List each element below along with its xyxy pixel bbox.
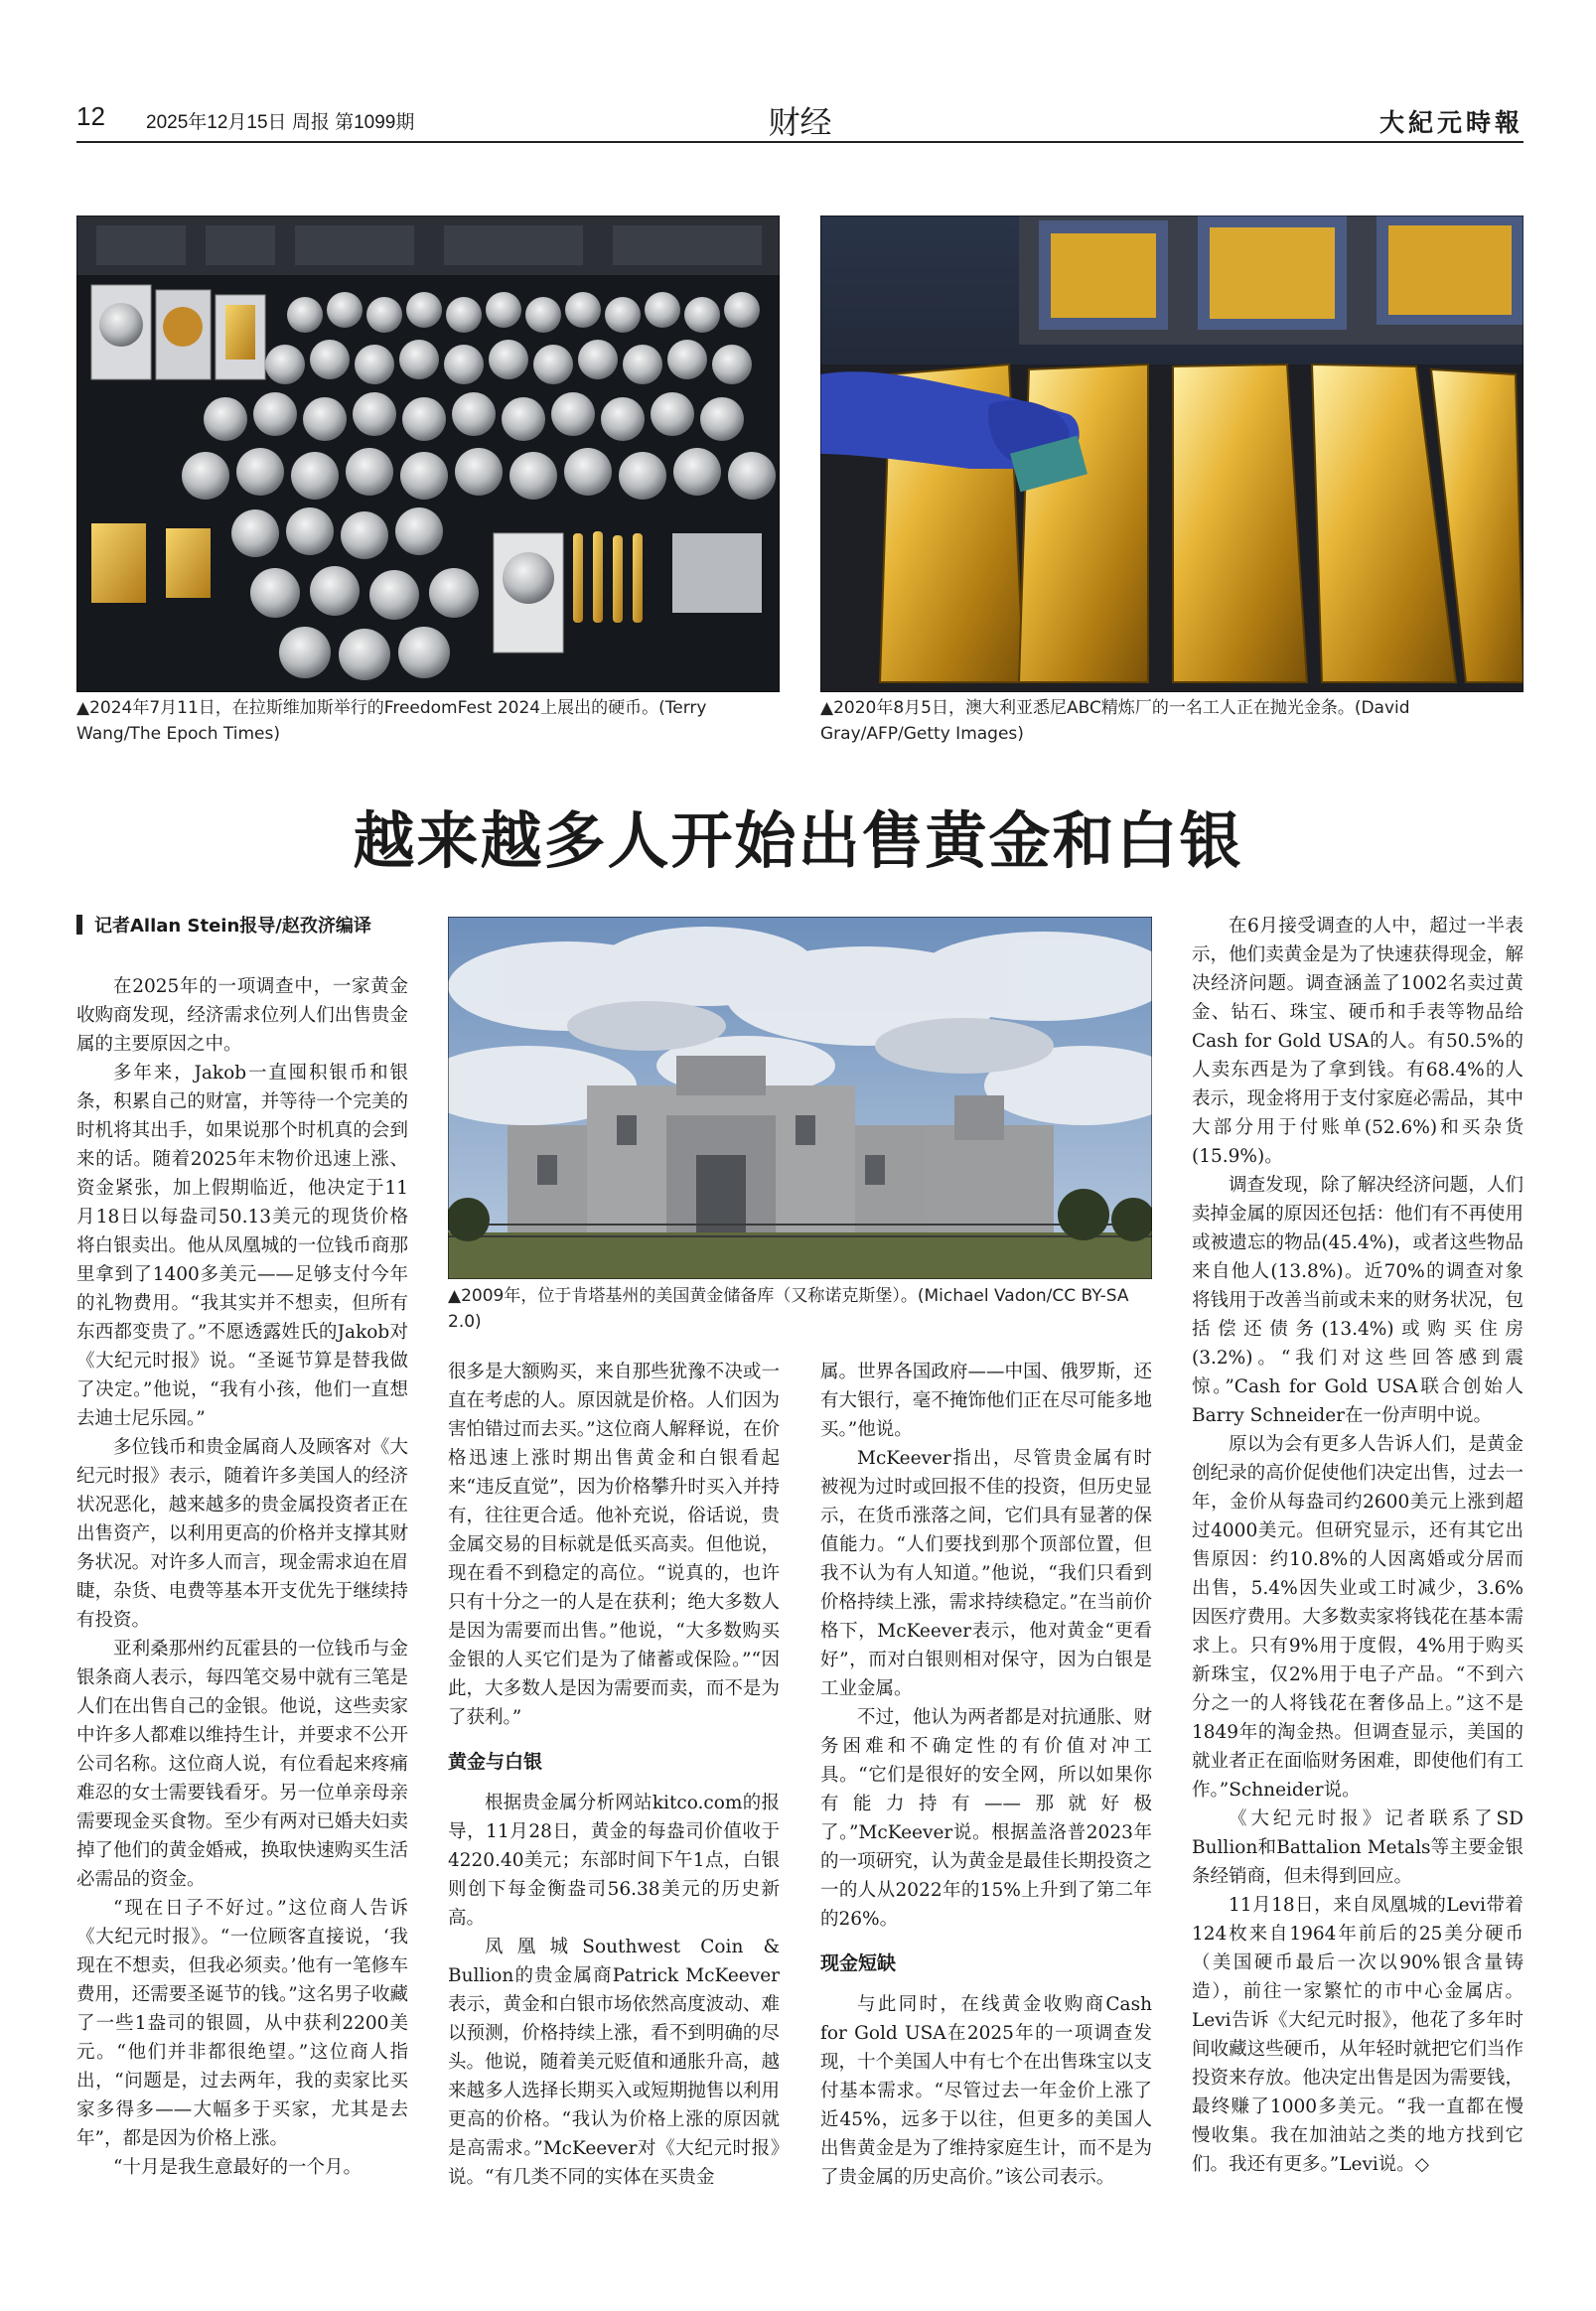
paragraph: 在6月接受调查的人中，超过一半表示，他们卖黄金是为了快速获得现金，解决经济问题。调查涵盖了1002名卖过黄金、钻石、珠宝、硬币和手表等物品给Cash for Gold USA的人。有50.5%的人卖东西是为了拿到钱。有68.4%的人表示，现金将用于支付家庭必需品，其中大部分用于付账单(52.6%)和买杂货(15.9%)。	[1192, 916, 1523, 1167]
paragraph: McKeever指出，尽管贵金属有时被视为过时或回报不佳的投资，但历史显示，在货币涨落之间，它们具有显著的保值能力。“人们要找到那个顶部位置，但我不认为有人知道。”他说，“我们只看到价格持续上涨，需求持续稳定。”在当前价格下，McKeever表示，他对黄金“更看好”，而对白银则相对保守，因为白银是工业金属。	[820, 1448, 1152, 1699]
paragraph: 多位钱币和贵金属商人及顾客对《大纪元时报》表示，随着许多美国人的经济状况恶化，越来越多的贵金属投资者正在出售资产，以利用更高的价格并支撑其财务状况。对许多人而言，现金需求迫在眉睫，杂货、电费等基本开支优先于继续持有投资。	[76, 1437, 408, 1631]
issue-date: 2025年12月15日 周报 第1099期	[146, 112, 415, 133]
subhead-gold-silver: 黄金与白银	[448, 1751, 543, 1773]
caption-coins: ▲2024年7月11日，在拉斯维加斯举行的FreedomFest 2024上展出的硬币。(Terry Wang/The Epoch Times)	[76, 698, 707, 744]
article-column-2	[448, 1358, 780, 2222]
page-number: 12	[76, 101, 105, 131]
photo-fort-knox	[448, 917, 1152, 1279]
article-byline	[76, 912, 408, 940]
page-header	[76, 95, 1523, 143]
photo-gold-bars	[820, 216, 1523, 692]
paragraph: 《大纪元时报》记者联系了SD Bullion和Battalion Metals等主要金银条经销商，但未得到回应。	[1192, 1808, 1523, 1887]
paragraph: 根据贵金属分析网站kitco.com的报导，11月28日，黄金的每盎司价值收于4220.40美元；东部时间下午1点，白银则创下每金衡盎司56.38美元的历史新高。	[448, 1793, 780, 1929]
caption-fort-knox: ▲2009年，位于肯塔基州的美国黄金储备库（又称诺克斯堡）。(Michael Vadon/CC BY-SA 2.0)	[448, 1286, 1129, 1332]
paragraph: 原以为会有更多人告诉人们，是黄金创纪录的高价促使他们决定出售，过去一年，金价从每盎司约2600美元上涨到超过4000美元。但研究显示，还有其它出售原因：约10.8%的人因离婚或分居而出售，5.4%因失业或工时减少，3.6%因医疗费用。大多数卖家将钱花在基本需求上。只有9%用于度假，4%用于购买新珠宝，仅2%用于电子产品。“不到六分之一的人将钱花在奢侈品上。”这不是1849年的淘金热。但调查显示，美国的就业者正在面临财务困难，即使他们有工作。”Schneider说。	[1192, 1434, 1523, 1801]
paragraph: 多年来，Jakob一直囤积银币和银条，积累自己的财富，并等待一个完美的时机将其出手，如果说那个时机真的会到来的话。随着2025年末物价迅速上涨、资金紧张，加上假期临近，他决定于11月18日以每盎司50.13美元的现货价格将白银卖出。他从凤凰城的一位钱币商那里拿到了1400多美元——足够支付今年的礼物费用。“我其实并不想卖，但所有东西都变贵了。”不愿透露姓氏的Jakob对《大纪元时报》说。“圣诞节算是替我做了决定。”他说，“我有小孩，他们一直想去迪士尼乐园。”	[76, 1063, 408, 1429]
paragraph: 很多是大额购买，来自那些犹豫不决或一直在考虑的人。原因就是价格。人们因为害怕错过而去买。”这位商人解释说，在价格迅速上涨时期出售黄金和白银看起来“违反直觉”，因为价格攀升时买入并持有，往往更合适。他补充说，俗话说，贵金属交易的目标就是低买高卖。但他说，现在看不到稳定的高位。“说真的，也许只有十分之一的人是在获利；绝大多数人是因为需要而出售。”他说，“大多数购买金银的人买它们是为了储蓄或保险。”“因此，大多数人是因为需要而卖，而不是为了获利。”	[448, 1362, 780, 1728]
article-headline: 越来越多人开始出售黄金和白银	[353, 804, 1243, 877]
paragraph: 不过，他认为两者都是对抗通胀、财务困难和不确定性的有价值对冲工具。“它们是很好的安全网，所以如果你有能力持有——那就好极了。”McKeever说。根据盖洛普2023年的一项研究，认为黄金是最佳长期投资之一的人从2022年的15%上升到了第二年的26%。	[820, 1707, 1152, 1930]
byline-bar	[76, 915, 82, 935]
paragraph: 11月18日，来自凤凰城的Levi带着124枚来自1964年前后的25美分硬币（美国硬币最后一次以90%银含量铸造），前往一家繁忙的市中心金属店。Levi告诉《大纪元时报》，他花了多年时间收藏这些硬币，从年轻时就把它们当作投资来存放。他决定出售是因为需要钱，最终赚了1000多美元。“我一直都在慢慢收集。我在加油站之类的地方找到它们。我还有更多。”Levi说。◇	[1192, 1895, 1523, 2175]
paragraph: 在2025年的一项调查中，一家黄金收购商发现，经济需求位列人们出售贵金属的主要原因之中。	[76, 976, 408, 1055]
paragraph: 调查发现，除了解决经济问题，人们卖掉金属的原因还包括：他们有不再使用或被遗忘的物品(45.4%)，或者这些物品来自他人(13.8%)。近70%的调查对象将钱用于改善当前或未来的财务状况，包括偿还债务(13.4%)或购买住房(3.2%)。“我们对这些回答感到震惊。”Cash for Gold USA联合创始人Barry Schneider在一份声明中说。	[1192, 1175, 1523, 1426]
caption-gold-bars: ▲2020年8月5日，澳大利亚悉尼ABC精炼厂的一名工人正在抛光金条。(David Gray/AFP/Getty Images)	[820, 698, 1410, 744]
paragraph: “十月是我生意最好的一个月。	[113, 2157, 362, 2178]
photo-coins-display	[76, 216, 780, 692]
paragraph: 属。世界各国政府——中国、俄罗斯，还有大银行，毫不掩饰他们正在尽可能多地买。”他说。	[820, 1362, 1152, 1440]
article-column-1	[76, 912, 408, 2223]
article-column-4	[1192, 912, 1523, 2223]
section-title: 财经	[768, 103, 832, 141]
byline-text: 记者Allan Stein报导/赵孜济编译	[94, 916, 371, 937]
paragraph: 与此同时，在线黄金收购商Cash for Gold USA在2025年的一项调查发现，十个美国人中有七个在出售珠宝以支付基本需求。“尽管过去一年金价上涨了近45%，远多于以往，但更多的美国人出售黄金是为了维持家庭生计，而不是为了贵金属的历史高价。”该公司表示。	[820, 1994, 1152, 2188]
paragraph: “现在日子不好过。”这位商人告诉《大纪元时报》。“一位顾客直接说，‘我现在不想卖，但我必须卖。’他有一笔修车费用，还需要圣诞节的钱。”这名男子收藏了一些1盎司的银圆，从中获利2200美元。“他们并非都很绝望。”这位商人指出，“问题是，过去两年，我的卖家比买家多得多——大幅多于买家，尤其是去年”，都是因为价格上涨。	[76, 1898, 408, 2149]
paragraph: 亚利桑那州约瓦霍县的一位钱币与金银条商人表示，每四笔交易中就有三笔是人们在出售自己的金银。他说，这些卖家中许多人都难以维持生计，并要求不公开公司名称。这位商人说，有位看起来疼痛难忍的女士需要钱看牙。另一位单亲母亲需要现金买食物。至少有两对已婚夫妇卖掉了他们的黄金婚戒，换取快速购买生活必需品的资金。	[76, 1639, 408, 1890]
paragraph: 凤凰城Southwest Coin & Bullion的贵金属商Patrick McKeever表示，黄金和白银市场依然高度波动、难以预测，价格持续上涨，看不到明确的尽头。他说，随着美元贬值和通胀升高，越来越多人选择长期买入或短期抛售以利用更高的价格。“我认为价格上涨的原因就是高需求。”McKeever对《大纪元时报》说。“有几类不同的实体在买贵金	[448, 1937, 780, 2188]
masthead-logo: 大紀元時報	[1378, 108, 1523, 137]
subhead-cash-shortage: 现金短缺	[820, 1952, 897, 1974]
article-column-3	[820, 1358, 1152, 2222]
